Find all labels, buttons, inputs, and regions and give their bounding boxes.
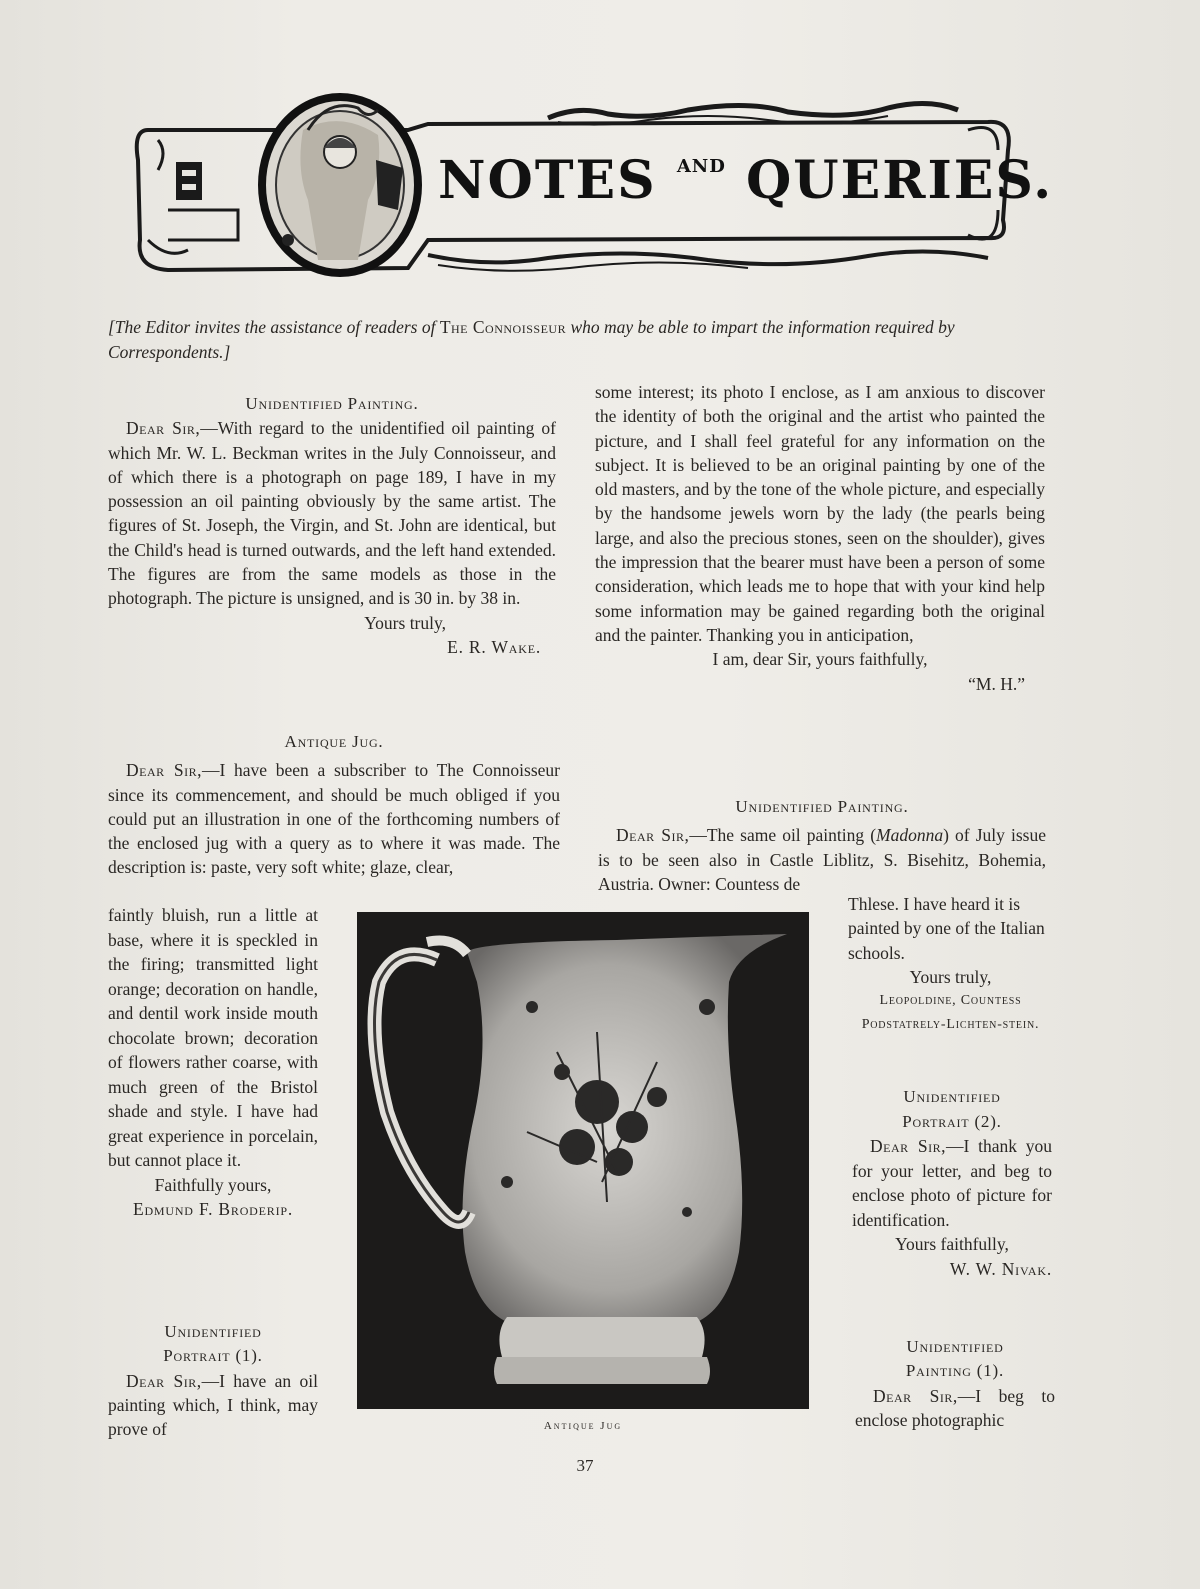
signature: Leopoldine, Countess Podstatrely-Lichten-stein. [861,993,1040,1033]
letter-unidentified-portrait-1 [108,1320,318,1441]
editor-note [108,315,1043,365]
letter-continuation [595,380,1045,696]
body-text: —I thank you for your letter, and beg to enclose photo of picture for identification. [852,1136,1052,1230]
salutation: Dear Sir, [873,1385,958,1406]
title-queries: QUERIES. [745,150,1054,211]
body-text: Thlese. I have heard it is painted by one of the Italian schools. [848,894,1045,963]
title-and: AND [676,156,726,177]
closing: Yours truly, [909,966,992,987]
title-notes: NOTES [438,150,657,211]
signature: E. R. Wake. [447,636,541,657]
body-text: —I have an oil painting which, I think, may prove of [108,1370,318,1440]
closing: Yours faithfully, [895,1234,1009,1254]
body-text: faintly bluish, run a little at base, where it is speckled in the firing; transmitted light orange; decoration on handle, and dentil work inside mouth chocolate brown; decoration of flowers rather coarse, with much green of the Bristol shade and style. I have had great experience in porcelain, but cannot place it. [108,905,318,1170]
letter-unidentified-painting-2 [598,795,1046,896]
salutation: Dear Sir, [126,1370,202,1391]
letter-unidentified-painting-1 [108,392,556,659]
letter-body [855,1384,1055,1433]
intro-text-a: [The Editor invites the assistance of readers of [108,317,440,337]
letter-heading: Unidentified Painting. [735,797,909,816]
salutation: Dear Sir, [870,1136,947,1156]
body-text-b: ) of July issue is to be seen also in Castle Liblitz, S. Bisehitz, Bohemia, Austria. Owner: Countess de [598,825,1046,894]
intro-text-b: who may be able to impart the information required by Correspondents.] [108,317,955,362]
letter-heading: Unidentified [164,1322,262,1341]
letter-unidentified-portrait-2 [852,1085,1052,1281]
letter-unidentified-painting-3 [855,1335,1055,1432]
letter-body [108,1369,318,1442]
section-title [438,150,1054,220]
figure-caption: Antique Jug [543,1420,623,1432]
salutation: Dear Sir, [126,418,201,439]
letter-antique-jug [108,730,560,880]
intro-magazine: The Connoisseur [439,317,567,337]
signature: “M. H.” [968,673,1025,694]
letter-body [108,416,556,610]
body-text: —I have been a subscriber to The Connoisseur since its commencement, and should be much obliged if you could put an illustration in one of the forthcoming numbers of the enclosed jug with a query as to where it was made. The description is: paste, very soft white; glaze, clear, [108,760,560,878]
antique-jug-photo [357,912,809,1409]
letter-body [852,1134,1052,1232]
letter-body [598,823,1046,896]
body-text: —I beg to enclose photographic [855,1385,1055,1430]
letter-heading-2: Painting (1). [905,1361,1005,1381]
letter-heading-2: Portrait (2). [902,1111,1002,1131]
letter-heading-2: Portrait (1). [163,1346,263,1366]
letter-heading: Unidentified Painting. [245,394,419,413]
body-italic: Madonna [876,825,944,846]
page-number: 37 [576,1456,594,1475]
salutation: Dear Sir, [126,760,202,781]
letter-body [108,758,560,879]
closing: Faithfully yours, [154,1174,272,1195]
signature: Edmund F. Broderip. [132,1199,294,1219]
letter-unidentified-painting-2-cont [848,892,1053,1037]
body-text: some interest; its photo I enclose, as I am anxious to discover the identity of both the original and the artist who painted the picture, and I shall feel grateful for any information on the subject. It is believed to be an original painting by one of the old masters, and by the tone of the whole picture, and especially by the handsome jewels worn by the lady (the pearls being large, and also the precious stones, seen on the shoulder), gives the impression that the bearer must have been a person of some consideration, which leads me to hope that with your kind help some information may be gained regarding both the original and the painter. Thanking you in anticipation, [595,382,1045,645]
closing: Yours truly, [364,612,446,633]
salutation: Dear Sir, [616,825,690,846]
body-text-a: —The same oil painting ( [689,825,877,846]
signature: W. W. Nivak. [949,1258,1052,1279]
body-text: —With regard to the unidentified oil painting of which Mr. W. L. Beckman writes in the July Connoisseur, and of which there is a photograph on page 189, I have in my possession an oil painting obviously by the same artist. The figures of St. Joseph, the Virgin, and St. John are identical, but the Child's head is turned outwards, and the left hand extended. The figures are from the same models as those in the photograph. The picture is unsigned, and is 30 in. by 38 in. [108,418,556,609]
letter-antique-jug-cont [108,903,318,1222]
closing: I am, dear Sir, yours faithfully, [712,649,928,670]
letter-heading: Unidentified [906,1337,1004,1356]
letter-heading: Antique Jug. [284,732,384,751]
letter-heading: Unidentified [903,1087,1001,1106]
